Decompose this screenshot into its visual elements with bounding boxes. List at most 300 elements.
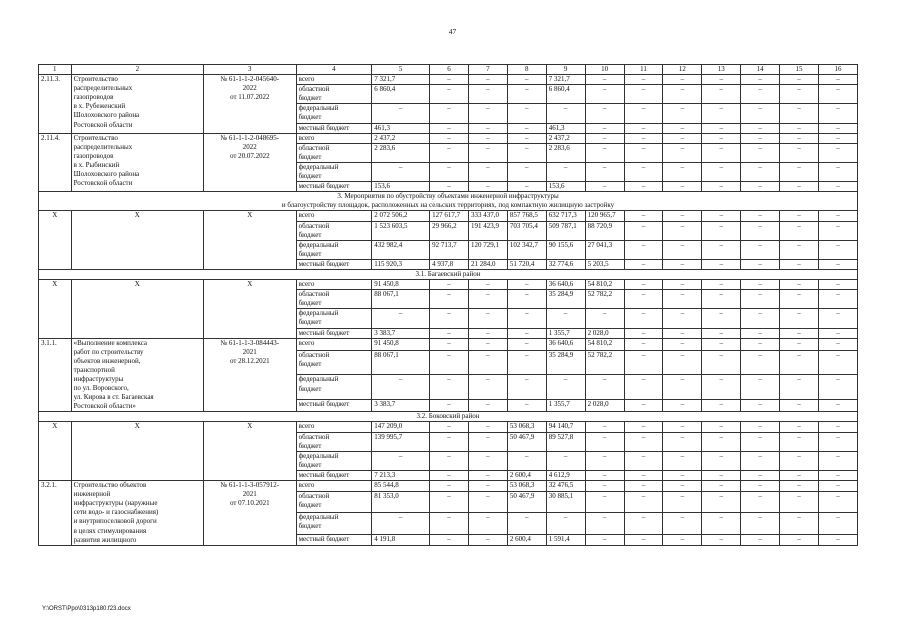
- value-cell: –: [663, 481, 702, 492]
- value-cell: –: [702, 513, 741, 534]
- value-cell: –: [663, 399, 702, 412]
- value-cell: –: [663, 75, 702, 85]
- value-cell: –: [663, 328, 702, 338]
- value-cell: –: [468, 182, 507, 192]
- value-cell: –: [702, 259, 741, 269]
- value-cell: –: [585, 513, 624, 534]
- value-cell: –: [585, 422, 624, 432]
- value-cell: –: [818, 399, 857, 412]
- value-cell: –: [546, 309, 585, 328]
- item-number-cell: Х: [39, 211, 72, 270]
- value-cell: –: [430, 143, 469, 162]
- column-number: 10: [585, 65, 624, 75]
- value-cell: –: [818, 85, 857, 104]
- value-cell: –: [585, 470, 624, 480]
- value-cell: 153,6: [372, 182, 430, 192]
- value-cell: –: [585, 534, 624, 545]
- value-cell: –: [507, 85, 546, 104]
- value-cell: 4 191,8: [372, 534, 430, 545]
- value-cell: 120 965,7: [585, 211, 624, 221]
- value-cell: 127 617,7: [430, 211, 469, 221]
- funding-source-cell: всего: [296, 75, 372, 85]
- value-cell: 54 810,2: [585, 280, 624, 290]
- value-cell: 27 041,3: [585, 240, 624, 259]
- value-cell: 92 713,7: [430, 240, 469, 259]
- value-cell: –: [585, 375, 624, 399]
- funding-source-cell: федеральный бюджет: [296, 104, 372, 123]
- item-number-cell: 3.1.1.: [39, 338, 72, 412]
- value-cell: 51 720,4: [507, 259, 546, 269]
- value-cell: –: [818, 328, 857, 338]
- value-cell: –: [507, 133, 546, 143]
- value-cell: –: [702, 470, 741, 480]
- value-cell: –: [624, 211, 663, 221]
- value-cell: 333 437,0: [468, 211, 507, 221]
- value-cell: –: [741, 470, 780, 480]
- column-number: 12: [663, 65, 702, 75]
- value-cell: –: [702, 143, 741, 162]
- object-name-cell: Х: [71, 422, 203, 481]
- value-cell: –: [741, 481, 780, 492]
- value-cell: –: [741, 290, 780, 309]
- value-cell: –: [818, 351, 857, 375]
- value-cell: –: [624, 470, 663, 480]
- value-cell: 509 787,1: [546, 221, 585, 240]
- table-row: [39, 338, 858, 351]
- funding-source-cell: местный бюджет: [296, 182, 372, 192]
- value-cell: –: [585, 182, 624, 192]
- value-cell: 88 720,9: [585, 221, 624, 240]
- value-cell: –: [507, 309, 546, 328]
- value-cell: –: [741, 351, 780, 375]
- value-cell: 102 342,7: [507, 240, 546, 259]
- value-cell: 36 640,6: [546, 338, 585, 351]
- value-cell: 1 523 603,5: [372, 221, 430, 240]
- value-cell: –: [818, 309, 857, 328]
- item-number-cell: Х: [39, 422, 72, 481]
- value-cell: –: [818, 513, 857, 534]
- funding-source-cell: федеральный бюджет: [296, 240, 372, 259]
- column-number: 15: [780, 65, 819, 75]
- value-cell: –: [468, 143, 507, 162]
- value-cell: –: [507, 328, 546, 338]
- value-cell: –: [741, 162, 780, 181]
- value-cell: –: [702, 162, 741, 181]
- value-cell: –: [741, 432, 780, 451]
- value-cell: –: [780, 104, 819, 123]
- funding-source-cell: местный бюджет: [296, 259, 372, 269]
- object-name-cell: Строительство объектов инженерной инфраструктуры (наружные сети водо- и газоснабжения) и внутрипоселковой дороги в целях стимулирования развития жилищного: [71, 481, 203, 546]
- value-cell: –: [818, 470, 857, 480]
- value-cell: –: [663, 211, 702, 221]
- funding-source-cell: всего: [296, 133, 372, 143]
- value-cell: 91 450,8: [372, 338, 430, 351]
- funding-source-cell: областной бюджет: [296, 432, 372, 451]
- value-cell: –: [741, 399, 780, 412]
- table-body: [39, 65, 858, 546]
- value-cell: –: [372, 451, 430, 470]
- value-cell: –: [818, 162, 857, 181]
- value-cell: –: [585, 451, 624, 470]
- funding-source-cell: всего: [296, 280, 372, 290]
- value-cell: –: [507, 104, 546, 123]
- value-cell: 21 284,0: [468, 259, 507, 269]
- value-cell: –: [663, 432, 702, 451]
- value-cell: –: [663, 290, 702, 309]
- value-cell: –: [741, 375, 780, 399]
- value-cell: –: [468, 290, 507, 309]
- value-cell: –: [507, 75, 546, 85]
- value-cell: –: [702, 328, 741, 338]
- funding-source-cell: областной бюджет: [296, 85, 372, 104]
- value-cell: 5 203,5: [585, 259, 624, 269]
- value-cell: 4 612,9: [546, 470, 585, 480]
- document-path-footer: Y:\ORST\Ppo\0313p180.f23.docx: [42, 606, 131, 612]
- value-cell: –: [702, 123, 741, 133]
- value-cell: –: [507, 143, 546, 162]
- value-cell: –: [546, 451, 585, 470]
- value-cell: –: [741, 534, 780, 545]
- value-cell: –: [702, 534, 741, 545]
- funding-source-cell: местный бюджет: [296, 328, 372, 338]
- value-cell: –: [507, 123, 546, 133]
- value-cell: –: [585, 309, 624, 328]
- value-cell: –: [780, 133, 819, 143]
- value-cell: 857 768,5: [507, 211, 546, 221]
- value-cell: –: [624, 375, 663, 399]
- value-cell: 461,3: [546, 123, 585, 133]
- value-cell: 35 284,9: [546, 351, 585, 375]
- value-cell: –: [741, 182, 780, 192]
- value-cell: 52 782,2: [585, 290, 624, 309]
- value-cell: –: [624, 534, 663, 545]
- value-cell: –: [624, 481, 663, 492]
- value-cell: –: [702, 422, 741, 432]
- value-cell: –: [780, 492, 819, 513]
- value-cell: –: [430, 399, 469, 412]
- program-table: [38, 64, 858, 546]
- value-cell: 7 321,7: [546, 75, 585, 85]
- value-cell: 88 067,1: [372, 351, 430, 375]
- value-cell: 2 283,6: [546, 143, 585, 162]
- item-number-cell: 2.11.4.: [39, 133, 72, 192]
- value-cell: –: [546, 513, 585, 534]
- funding-source-cell: всего: [296, 211, 372, 221]
- value-cell: –: [585, 133, 624, 143]
- value-cell: –: [507, 182, 546, 192]
- column-number: 13: [702, 65, 741, 75]
- value-cell: –: [818, 211, 857, 221]
- value-cell: –: [585, 481, 624, 492]
- value-cell: –: [624, 513, 663, 534]
- value-cell: –: [430, 432, 469, 451]
- value-cell: 50 467,9: [507, 432, 546, 451]
- value-cell: –: [430, 375, 469, 399]
- value-cell: –: [468, 513, 507, 534]
- table-row: [39, 422, 858, 432]
- value-cell: –: [702, 375, 741, 399]
- value-cell: 632 717,3: [546, 211, 585, 221]
- value-cell: –: [663, 162, 702, 181]
- value-cell: –: [468, 375, 507, 399]
- value-cell: –: [702, 451, 741, 470]
- funding-source-cell: федеральный бюджет: [296, 375, 372, 399]
- value-cell: 29 966,2: [430, 221, 469, 240]
- value-cell: –: [780, 221, 819, 240]
- value-cell: –: [430, 133, 469, 143]
- value-cell: –: [741, 211, 780, 221]
- table-row: [39, 133, 858, 143]
- value-cell: –: [624, 123, 663, 133]
- value-cell: –: [372, 162, 430, 181]
- value-cell: –: [507, 375, 546, 399]
- value-cell: –: [780, 328, 819, 338]
- column-number: 6: [430, 65, 469, 75]
- value-cell: –: [818, 182, 857, 192]
- value-cell: –: [585, 432, 624, 451]
- value-cell: –: [663, 513, 702, 534]
- object-name-cell: Строительство распределительных газопроводов в х. Рыбинский Шолоховского района Ростовской области: [71, 133, 203, 192]
- column-number: 3: [204, 65, 297, 75]
- value-cell: –: [624, 182, 663, 192]
- value-cell: –: [780, 375, 819, 399]
- value-cell: –: [468, 492, 507, 513]
- object-name-cell: Х: [71, 211, 203, 270]
- value-cell: –: [468, 481, 507, 492]
- value-cell: 6 860,4: [546, 85, 585, 104]
- value-cell: –: [468, 399, 507, 412]
- value-cell: –: [702, 240, 741, 259]
- funding-source-cell: областной бюджет: [296, 492, 372, 513]
- value-cell: –: [780, 422, 819, 432]
- value-cell: –: [468, 85, 507, 104]
- value-cell: 53 068,3: [507, 481, 546, 492]
- value-cell: 32 476,5: [546, 481, 585, 492]
- value-cell: –: [430, 123, 469, 133]
- value-cell: –: [468, 280, 507, 290]
- value-cell: –: [468, 328, 507, 338]
- value-cell: 2 072 506,2: [372, 211, 430, 221]
- value-cell: –: [430, 85, 469, 104]
- value-cell: –: [741, 143, 780, 162]
- value-cell: –: [663, 470, 702, 480]
- value-cell: –: [702, 481, 741, 492]
- value-cell: –: [780, 481, 819, 492]
- value-cell: –: [430, 351, 469, 375]
- value-cell: –: [663, 259, 702, 269]
- value-cell: –: [507, 451, 546, 470]
- value-cell: –: [741, 328, 780, 338]
- value-cell: 2 028,0: [585, 399, 624, 412]
- program-table-container: [38, 64, 858, 546]
- item-number-cell: 3.2.1.: [39, 481, 72, 546]
- value-cell: 89 527,8: [546, 432, 585, 451]
- expertise-conclusion-cell: № 61-1-1-3-057912- 2021 от 07.10.2021: [204, 481, 297, 546]
- value-cell: –: [546, 375, 585, 399]
- value-cell: –: [702, 280, 741, 290]
- value-cell: –: [430, 470, 469, 480]
- value-cell: –: [468, 123, 507, 133]
- value-cell: –: [430, 162, 469, 181]
- column-number: 14: [741, 65, 780, 75]
- value-cell: –: [780, 162, 819, 181]
- value-cell: –: [663, 338, 702, 351]
- section-heading-row: [39, 412, 858, 422]
- value-cell: –: [663, 182, 702, 192]
- value-cell: –: [430, 280, 469, 290]
- value-cell: –: [372, 375, 430, 399]
- value-cell: –: [624, 133, 663, 143]
- value-cell: 2 437,2: [546, 133, 585, 143]
- value-cell: –: [741, 513, 780, 534]
- value-cell: 7 213,3: [372, 470, 430, 480]
- funding-source-cell: местный бюджет: [296, 470, 372, 480]
- value-cell: –: [702, 432, 741, 451]
- value-cell: –: [702, 133, 741, 143]
- table-row: [39, 211, 858, 221]
- value-cell: –: [663, 123, 702, 133]
- value-cell: –: [430, 534, 469, 545]
- value-cell: –: [741, 422, 780, 432]
- value-cell: –: [624, 399, 663, 412]
- value-cell: –: [741, 451, 780, 470]
- value-cell: –: [780, 280, 819, 290]
- value-cell: –: [624, 422, 663, 432]
- value-cell: –: [585, 492, 624, 513]
- funding-source-cell: областной бюджет: [296, 290, 372, 309]
- column-number: 1: [39, 65, 72, 75]
- value-cell: –: [702, 182, 741, 192]
- value-cell: –: [585, 104, 624, 123]
- expertise-conclusion-cell: Х: [204, 280, 297, 339]
- object-name-cell: Х: [71, 280, 203, 339]
- value-cell: –: [780, 240, 819, 259]
- column-number: 7: [468, 65, 507, 75]
- value-cell: –: [741, 221, 780, 240]
- value-cell: –: [702, 309, 741, 328]
- value-cell: 2 437,2: [372, 133, 430, 143]
- value-cell: –: [507, 399, 546, 412]
- value-cell: –: [663, 422, 702, 432]
- value-cell: –: [741, 240, 780, 259]
- value-cell: –: [702, 338, 741, 351]
- value-cell: –: [818, 133, 857, 143]
- value-cell: –: [624, 451, 663, 470]
- funding-source-cell: областной бюджет: [296, 143, 372, 162]
- value-cell: –: [468, 451, 507, 470]
- value-cell: –: [818, 432, 857, 451]
- value-cell: 120 729,1: [468, 240, 507, 259]
- value-cell: –: [430, 492, 469, 513]
- value-cell: –: [818, 221, 857, 240]
- value-cell: –: [741, 280, 780, 290]
- column-number: 4: [296, 65, 372, 75]
- value-cell: –: [585, 123, 624, 133]
- value-cell: 90 155,6: [546, 240, 585, 259]
- value-cell: –: [624, 492, 663, 513]
- value-cell: –: [430, 513, 469, 534]
- value-cell: 7 321,7: [372, 75, 430, 85]
- value-cell: –: [468, 351, 507, 375]
- value-cell: –: [624, 328, 663, 338]
- funding-source-cell: областной бюджет: [296, 221, 372, 240]
- value-cell: –: [624, 75, 663, 85]
- value-cell: 3 383,7: [372, 399, 430, 412]
- value-cell: –: [741, 133, 780, 143]
- value-cell: –: [624, 351, 663, 375]
- value-cell: –: [663, 280, 702, 290]
- section-heading-row: [39, 269, 858, 279]
- value-cell: –: [372, 309, 430, 328]
- value-cell: –: [507, 162, 546, 181]
- value-cell: –: [741, 309, 780, 328]
- value-cell: 94 140,7: [546, 422, 585, 432]
- value-cell: 81 353,0: [372, 492, 430, 513]
- value-cell: 3 383,7: [372, 328, 430, 338]
- value-cell: –: [818, 104, 857, 123]
- value-cell: –: [430, 422, 469, 432]
- value-cell: –: [780, 290, 819, 309]
- funding-source-cell: федеральный бюджет: [296, 513, 372, 534]
- value-cell: –: [372, 104, 430, 123]
- value-cell: 6 860,4: [372, 85, 430, 104]
- value-cell: –: [663, 240, 702, 259]
- funding-source-cell: всего: [296, 338, 372, 351]
- value-cell: –: [702, 211, 741, 221]
- value-cell: –: [430, 182, 469, 192]
- value-cell: 2 283,6: [372, 143, 430, 162]
- value-cell: –: [430, 290, 469, 309]
- value-cell: –: [468, 309, 507, 328]
- value-cell: –: [430, 104, 469, 123]
- value-cell: –: [624, 259, 663, 269]
- value-cell: –: [624, 338, 663, 351]
- value-cell: –: [818, 481, 857, 492]
- value-cell: –: [663, 309, 702, 328]
- value-cell: –: [818, 338, 857, 351]
- expertise-conclusion-cell: № 61-1-1-3-084443- 2021 от 28.12.2021: [204, 338, 297, 412]
- value-cell: –: [624, 162, 663, 181]
- funding-source-cell: федеральный бюджет: [296, 162, 372, 181]
- column-number-row: [39, 65, 858, 75]
- value-cell: –: [663, 85, 702, 104]
- value-cell: –: [624, 432, 663, 451]
- expertise-conclusion-cell: Х: [204, 422, 297, 481]
- value-cell: 88 067,1: [372, 290, 430, 309]
- value-cell: –: [624, 85, 663, 104]
- section-heading: 3.2. Боковский район: [39, 412, 858, 422]
- value-cell: –: [585, 162, 624, 181]
- value-cell: 139 995,7: [372, 432, 430, 451]
- item-number-cell: 2.11.3.: [39, 75, 72, 134]
- value-cell: –: [663, 451, 702, 470]
- object-name-cell: «Выполнение комплекса работ по строительству объектов инженерной, транспортной инфраструктуры по ул. Воровского, ул. Кирова в ст. Багаевская Ростовской области»: [71, 338, 203, 412]
- value-cell: –: [780, 470, 819, 480]
- value-cell: 432 982,4: [372, 240, 430, 259]
- value-cell: –: [702, 221, 741, 240]
- value-cell: –: [430, 309, 469, 328]
- value-cell: 703 705,4: [507, 221, 546, 240]
- table-row: [39, 280, 858, 290]
- value-cell: –: [507, 290, 546, 309]
- value-cell: –: [546, 104, 585, 123]
- value-cell: –: [780, 351, 819, 375]
- value-cell: 32 774,6: [546, 259, 585, 269]
- table-row: [39, 75, 858, 85]
- value-cell: –: [663, 104, 702, 123]
- value-cell: 85 544,8: [372, 481, 430, 492]
- value-cell: 91 450,8: [372, 280, 430, 290]
